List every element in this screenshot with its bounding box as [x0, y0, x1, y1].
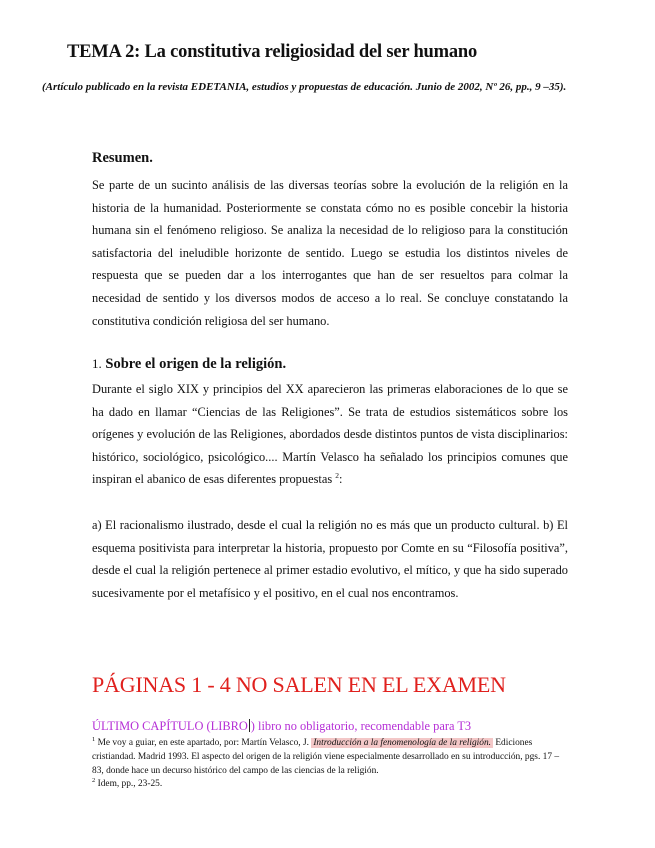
document-title: TEMA 2: La constitutiva religiosidad del ser humano: [67, 42, 478, 62]
section-1-body: [92, 378, 568, 491]
footnotes: [92, 737, 568, 792]
section-number: 1.: [92, 356, 102, 371]
footnote-2-number: 2: [92, 777, 96, 785]
note-text-end: ) libro no obligatorio, recomendable para T3: [250, 719, 472, 733]
exam-warning-annotation: PÁGINAS 1 - 4 NO SALEN EN EL EXAMEN: [92, 672, 506, 697]
resumen-body: [92, 174, 568, 332]
footnote-1-text-b: Ediciones cristiandad. Madrid 1993. El aspecto del origen de la religión viene especialmente desarrollado en su introducción, pgs. 17 – 83, donde hace un decurso histórico del campo de las ciencias de la religión.: [92, 738, 560, 776]
footnote-ref-2[interactable]: 2: [335, 471, 340, 481]
footnote-2-text: Idem, pp., 23-25.: [97, 779, 163, 790]
section-1-list: [92, 514, 568, 604]
footnote-1-number: 1: [92, 735, 96, 743]
section-title: Sobre el origen de la religión.: [105, 356, 287, 372]
text-cursor: [249, 719, 250, 732]
section-1-text: Durante el siglo XIX y principios del XX aparecieron las primeras elaboraciones de lo que se ha dado en llamar “Ciencias de las Religiones”. Se trata de estudios sistemáticos sobre los orígenes y evolución de las Religiones, abordados desde distintos puntos de vista disciplinarios: histórico, sociológico, psicológico.... Martín Velasco ha señalado los principios comunes que inspiran el abanico de esas diferentes propuestas: [92, 382, 568, 487]
publication-note: (Artículo publicado en la revista EDETANIA, estudios y propuestas de educación. Junio de 2002, Nº 26, pp., 9 –35).: [42, 81, 567, 93]
resumen-text: Se parte de un sucinto análisis de las diversas teorías sobre la evolución de la religión en la historia de la humanidad. Posteriormente se constata cómo no es posible concebir la historia humana sin el fenómeno religioso. Se analiza la necesidad de lo religioso para la constitución satisfactoria del ineludible horizonte de sentido. Luego se estudia los distintos niveles de respuesta que se pueden dar a los interrogantes que han de ser resueltos para colmar la necesidad de sentido y los diversos modos de acceso a lo real. Se concluye constatando la constitutiva condición religiosa del ser humano.: [92, 178, 568, 328]
study-note-annotation: [92, 719, 471, 734]
section-1-heading: [92, 356, 286, 373]
footnote-1-text-a: Me voy a guiar, en este apartado, por: Martín Velasco, J.: [97, 738, 309, 748]
resumen-heading: Resumen.: [92, 150, 153, 166]
footnote-2: [92, 778, 568, 792]
section-1-paragraph: [92, 378, 568, 491]
section-1-text-end: :: [339, 472, 343, 487]
list-text: a) El racionalismo ilustrado, desde el cual la religión no es más que un producto cultural. b) El esquema positivista para interpretar la historia, propuesto por Comte en su “Filosofía positiva”, desde el cual la religión pertenece al primer estadio evolutivo, el mítico, y que ha sido superado sucesivamente por el metafísico y el positivo, en el cual nos encontramos.: [92, 518, 568, 600]
note-text-start: ÚLTIMO CAPÍTULO (LIBRO: [92, 719, 248, 733]
footnote-1: [92, 737, 568, 778]
highlighted-book-title: Introducción a la fenomenología de la religión.: [313, 738, 491, 748]
